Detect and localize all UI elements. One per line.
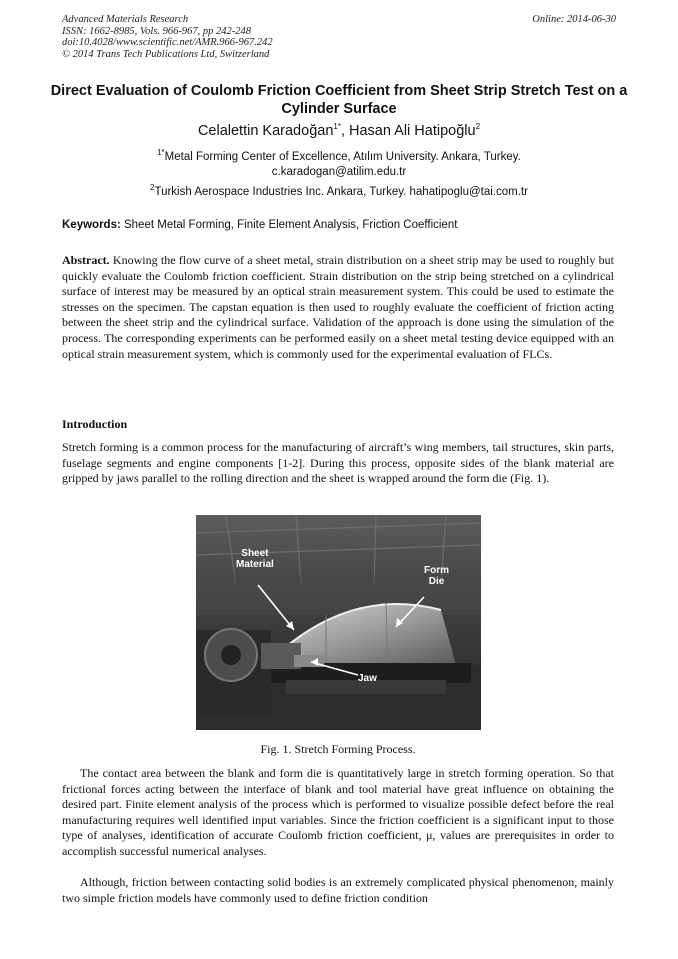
author-separator: , xyxy=(340,123,350,139)
keywords-text: Sheet Metal Forming, Finite Element Analysis, Friction Coefficient xyxy=(120,219,458,231)
author-1-mark: 1* xyxy=(333,122,341,132)
paper-title: Direct Evaluation of Coulomb Friction Coefficient from Sheet Strip Stretch Test on a Cylinder Surface xyxy=(50,83,628,117)
label-form-die xyxy=(424,565,449,587)
keywords xyxy=(62,219,622,231)
affiliation-1-text: Metal Forming Center of Excellence, Atılım University. Ankara, Turkey. xyxy=(164,151,521,163)
affiliation-1-email[interactable]: c.karadogan@atilim.edu.tr xyxy=(271,166,407,178)
label-sheet-line-1: Sheet xyxy=(241,548,269,559)
journal-issn: ISSN: 1662-8985, Vols. 966-967, pp 242-248 xyxy=(62,25,251,37)
abstract xyxy=(62,253,614,362)
abstract-text: Knowing the flow curve of a sheet metal, strain distribution on a sheet strip may be used to roughly but quickly evaluate the Coulomb friction coefficient. Strain distribution on the strip being stretched on a cylindrical surface of interest may be measured by an optical strain measurement system. This could be used to estimate the stresses on the specimen. The capstan equation is then used to roughly evaluate the coefficient of friction acting between the sheet strip and the cylindrical surface. Validation of the approach is done using the simulation of the process. The corresponding experiments can be performed easily on a sheet metal testing device equipped with an optical strain measurement system, which is commonly used for the experimental evaluation of FLCs. xyxy=(62,253,614,361)
affiliation-2-mark: 2 xyxy=(150,183,155,193)
figure-1-photo xyxy=(196,515,481,730)
affiliation-2-text: Turkish Aerospace Industries Inc. Ankara, Turkey. hahatipoglu@tai.com.tr xyxy=(154,186,528,198)
abstract-label: Abstract. xyxy=(62,253,110,267)
introduction-heading: Introduction xyxy=(62,417,128,431)
label-sheet-line-2: Material xyxy=(236,559,274,570)
keywords-label: Keywords: xyxy=(62,219,121,231)
journal-header xyxy=(62,14,273,60)
author-1: Celalettin Karadoğan xyxy=(197,123,334,139)
affiliation-1-mark: 1* xyxy=(157,148,165,158)
introduction-paragraph-2: The contact area between the blank and form die is quantitatively large in stretch forming operation. So that frictional forces acting between the interface of blank and tool material have great influence on obtaining the desired part. Finite element analysis of the process which is performed to visualize possible defect before the real manufacturing requires well identified input variables. Since the friction coefficient is a significant input to those type of analyses, identification of accurate Coulomb friction coefficient, μ, values are prerequisites in order to accomplish successful numerical analyses. xyxy=(62,766,614,858)
label-die-line-1: Form xyxy=(424,565,449,576)
author-list xyxy=(40,123,638,139)
affiliation-2 xyxy=(40,185,638,200)
label-jaw: Jaw xyxy=(358,673,377,684)
figure-1-caption: Fig. 1. Stretch Forming Process. xyxy=(260,742,416,756)
author-2: Hasan Ali Hatipoğlu xyxy=(349,123,476,139)
introduction-paragraph-1: Stretch forming is a common process for the manufacturing of aircraft’s wing members, tail structures, skin parts, fuselage segments and engine components [1-2]. During this process, opposite sides of the blank material are gripped by jaws parallel to the rolling direction and the sheet is wrapped around the form die (Fig. 1). xyxy=(62,440,614,486)
author-2-mark: 2 xyxy=(475,122,481,132)
online-date: Online: 2014-06-30 xyxy=(532,14,616,25)
journal-name: Advanced Materials Research xyxy=(62,14,189,25)
introduction-paragraph-3: Although, friction between contacting solid bodies is an extremely complicated physical phenomenon, mainly two simple friction models have commonly used to define friction condition xyxy=(62,875,614,905)
affiliation-1 xyxy=(40,150,638,180)
journal-copyright: © 2014 Trans Tech Publications Ltd, Switzerland xyxy=(62,48,270,60)
label-sheet-material xyxy=(236,548,274,570)
journal-doi[interactable]: doi:10.4028/www.scientific.net/AMR.966-967.242 xyxy=(62,37,273,48)
label-die-line-2: Die xyxy=(428,576,445,587)
